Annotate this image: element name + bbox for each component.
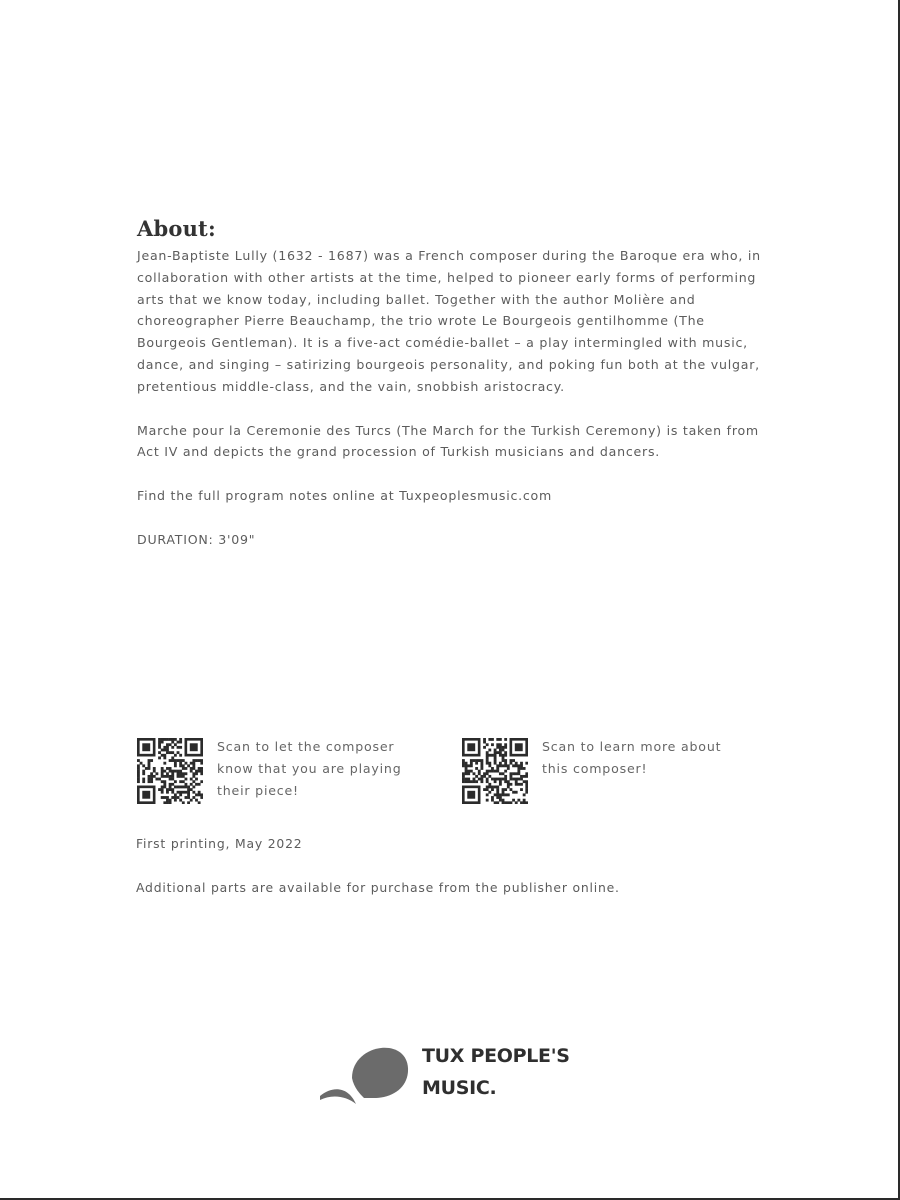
qr-code-icon[interactable] (137, 738, 203, 804)
duration-text: DURATION: 3'09" (137, 531, 256, 547)
about-section (137, 216, 767, 573)
about-heading: About: (137, 216, 216, 241)
publisher-logo (318, 1030, 608, 1110)
qr-code-icon[interactable] (462, 738, 528, 804)
qr-block-composer-info (462, 738, 752, 804)
qr-caption: Scan to let the composer know that you are playing their piece! (217, 739, 402, 798)
about-paragraph-march: Marche pour la Ceremonie des Turcs (The March for the Turkish Ceremony) is taken from Act IV and depicts the grand procession of Turkish musicians and dancers. (137, 422, 759, 460)
publisher-name-line-1: TUX PEOPLE'S (422, 1045, 570, 1067)
qr-block-composer-feedback (137, 738, 427, 804)
publisher-name (422, 1040, 570, 1104)
publisher-name-line-2: MUSIC. (422, 1077, 497, 1099)
speech-bubble-logo-icon (318, 1030, 418, 1110)
printing-note: First printing, May 2022 (136, 836, 303, 851)
parts-note: Additional parts are available for purchase from the publisher online. (136, 880, 620, 895)
program-notes-link-text: Find the full program notes online at Tuxpeoplesmusic.com (137, 488, 553, 504)
qr-caption: Scan to learn more about this composer! (542, 739, 722, 776)
about-paragraph-bio: Jean-Baptiste Lully (1632 - 1687) was a French composer during the Baroque era who, in collaboration with other artists at the time, helped to pioneer early forms of performing arts that we know today, including ballet. Together with the author Molière and choreographer Pierre Beauchamp, the trio wrote Le Bourgeois gentilhomme (The Bourgeois Gentleman). It is a five-act comédie-ballet – a play intermingled with music, dance, and singing – satirizing bourgeois personality, and poking fun both at the vulgar, pretentious middle-class, and the vain, snobbish aristocracy. (137, 248, 761, 394)
